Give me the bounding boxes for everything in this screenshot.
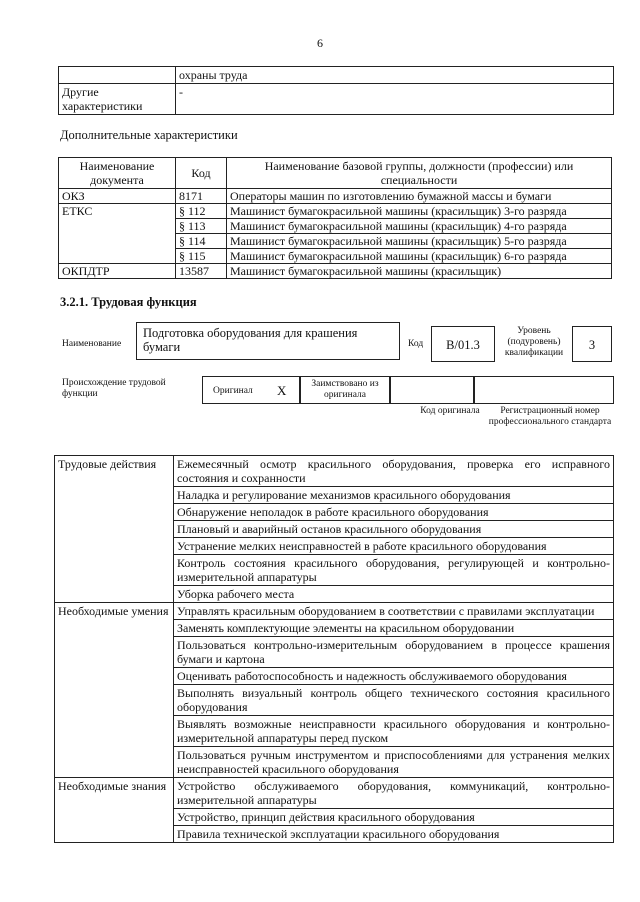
cell-doc: ОКПДТР bbox=[59, 264, 176, 279]
action-item: Обнаружение неполадок в работе красильного оборудования bbox=[174, 504, 614, 521]
action-item: Наладка и регулирование механизмов красильного оборудования bbox=[174, 487, 614, 504]
cell-label: Другие характеристики bbox=[59, 84, 176, 115]
skill-item: Пользоваться контрольно-измерительным оборудованием в процессе крашения бумаги и картона bbox=[174, 637, 614, 668]
cell-name: Машинист бумагокрасильной машины (красильщик) 5-го разряда bbox=[227, 234, 612, 249]
origin-code-cell bbox=[390, 376, 474, 404]
actions-label: Трудовые действия bbox=[55, 456, 174, 603]
skill-item: Выполнять визуальный контроль общего технического состояния красильного оборудования bbox=[174, 685, 614, 716]
reg-caption: Регистрационный номер профессионального стандарта bbox=[488, 406, 612, 427]
action-item: Плановый и аварийный останов красильного оборудования bbox=[174, 521, 614, 538]
cell-doc: ЕТКС bbox=[59, 204, 176, 264]
header-cell: Наименование документа bbox=[59, 158, 176, 189]
cell-code: § 112 bbox=[176, 204, 227, 219]
action-item: Ежемесячный осмотр красильного оборудования, проверка его исправного состояния и сохранности bbox=[174, 456, 614, 487]
knowledge-item: Устройство обслуживаемого оборудования, коммуникаций, контрольно-измерительной аппаратуры bbox=[174, 778, 614, 809]
function-details-table bbox=[54, 455, 614, 843]
cell-doc: ОКЗ bbox=[59, 189, 176, 204]
level-value: 3 bbox=[572, 326, 612, 362]
level-label: Уровень (подуровень) квалификации bbox=[504, 326, 564, 358]
table-row bbox=[59, 204, 612, 219]
origin-label: Происхождение трудовой функции bbox=[62, 378, 166, 399]
header-cell: Наименование базовой группы, должности (профессии) или специальности bbox=[227, 158, 612, 189]
skill-item: Оценивать работоспособность и надежность обслуживаемого оборудования bbox=[174, 668, 614, 685]
name-label: Наименование bbox=[62, 339, 122, 349]
characteristics-table bbox=[58, 66, 614, 115]
table-row bbox=[59, 189, 612, 204]
skill-item: Пользоваться ручным инструментом и приспособлениями для устранения мелких неисправностей красильного оборудования bbox=[174, 747, 614, 778]
cell-code: 8171 bbox=[176, 189, 227, 204]
knowledge-item: Правила технической эксплуатации красильного оборудования bbox=[174, 826, 614, 843]
cell-code: § 114 bbox=[176, 234, 227, 249]
skills-label: Необходимые умения bbox=[55, 603, 174, 778]
original-mark: X bbox=[277, 383, 287, 398]
cell-name: Операторы машин по изготовлению бумажной массы и бумаги bbox=[227, 189, 612, 204]
original-label: Оригинал bbox=[213, 386, 253, 396]
table-row bbox=[59, 264, 612, 279]
action-item: Уборка рабочего места bbox=[174, 586, 614, 603]
function-name: Подготовка оборудования для крашения бумаги bbox=[136, 322, 400, 360]
skill-item: Выявлять возможные неисправности красильного оборудования и контрольно-измерительной аппаратуры перед пуском bbox=[174, 716, 614, 747]
origin-original-cell bbox=[202, 376, 300, 404]
section-title: 3.2.1. Трудовая функция bbox=[60, 295, 197, 309]
action-item: Устранение мелких неисправностей в работе красильного оборудования bbox=[174, 538, 614, 555]
knowledge-item: Устройство, принцип действия красильного оборудования bbox=[174, 809, 614, 826]
cell-name: Машинист бумагокрасильной машины (красильщик) 6-го разряда bbox=[227, 249, 612, 264]
cell-code: 13587 bbox=[176, 264, 227, 279]
code-caption: Код оригинала bbox=[420, 406, 480, 416]
skill-item: Управлять красильным оборудованием в соответствии с правилами эксплуатации bbox=[174, 603, 614, 620]
dictionary-table bbox=[58, 157, 612, 279]
page-number: 6 bbox=[317, 36, 323, 50]
knowledge-label: Необходимые знания bbox=[55, 778, 174, 843]
cell-code: § 113 bbox=[176, 219, 227, 234]
cell-value: - bbox=[176, 84, 614, 115]
header-cell: Код bbox=[176, 158, 227, 189]
cell-code: § 115 bbox=[176, 249, 227, 264]
code-label: Код bbox=[408, 339, 424, 349]
borrowed-label: Заимствовано из оригинала bbox=[300, 376, 390, 404]
cell-name: Машинист бумагокрасильной машины (красильщик) 3-го разряда bbox=[227, 204, 612, 219]
skill-item: Заменять комплектующие элементы на красильном оборудовании bbox=[174, 620, 614, 637]
cell-value: охраны труда bbox=[176, 67, 614, 84]
cell-name: Машинист бумагокрасильной машины (красильщик) bbox=[227, 264, 612, 279]
origin-reg-cell bbox=[474, 376, 614, 404]
cell-name: Машинист бумагокрасильной машины (красильщик) 4-го разряда bbox=[227, 219, 612, 234]
function-code: B/01.3 bbox=[431, 326, 495, 362]
action-item: Контроль состояния красильного оборудования, регулирующей и контрольно-измерительной аппаратуры bbox=[174, 555, 614, 586]
additional-characteristics-title: Дополнительные характеристики bbox=[60, 128, 238, 142]
